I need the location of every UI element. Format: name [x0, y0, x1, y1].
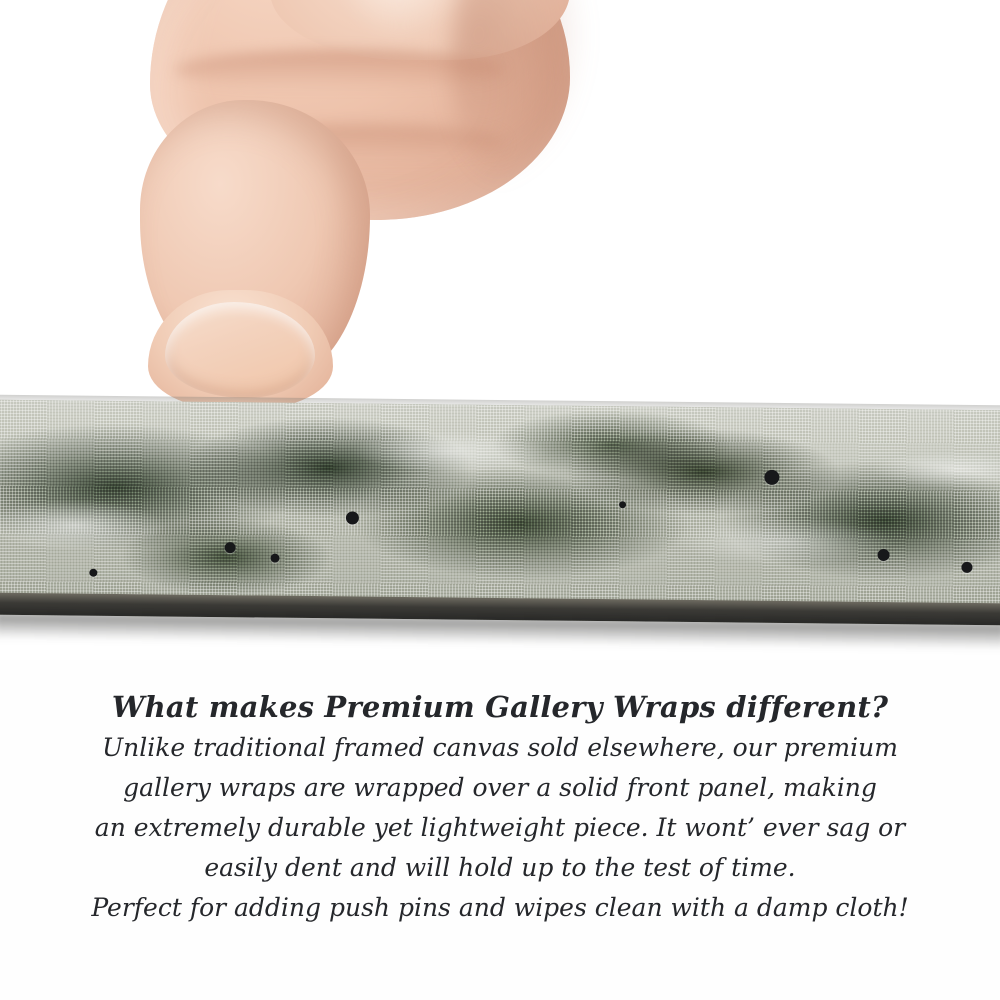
caption-line: an extremely durable yet lightweight piece. It wont’ ever sag or — [94, 813, 906, 842]
caption-heading: What makes Premium Gallery Wraps different? — [111, 690, 889, 724]
canvas-speck — [225, 542, 236, 553]
canvas-speck — [764, 470, 779, 485]
caption-line: Unlike traditional framed canvas sold elsewhere, our premium — [102, 733, 898, 762]
caption-line: easily dent and will hold up to the test of time. — [204, 853, 796, 882]
caption-body — [0, 728, 1000, 928]
canvas-speck — [346, 511, 359, 524]
caption-line: Perfect for adding push pins and wipes clean with a damp cloth! — [91, 893, 909, 922]
canvas-speck — [878, 549, 890, 561]
canvas-highlights — [0, 400, 1000, 626]
hand-crease-upper — [175, 50, 505, 90]
canvas-speck — [89, 569, 97, 577]
caption-line: gallery wraps are wrapped over a solid front panel, making — [123, 773, 877, 802]
canvas-speck — [961, 562, 972, 573]
canvas-edge-strip — [0, 400, 1000, 626]
hand-pressing-canvas — [120, 0, 590, 430]
caption-block — [0, 690, 1000, 928]
canvas-speck — [270, 554, 279, 563]
canvas-speck — [619, 501, 626, 508]
